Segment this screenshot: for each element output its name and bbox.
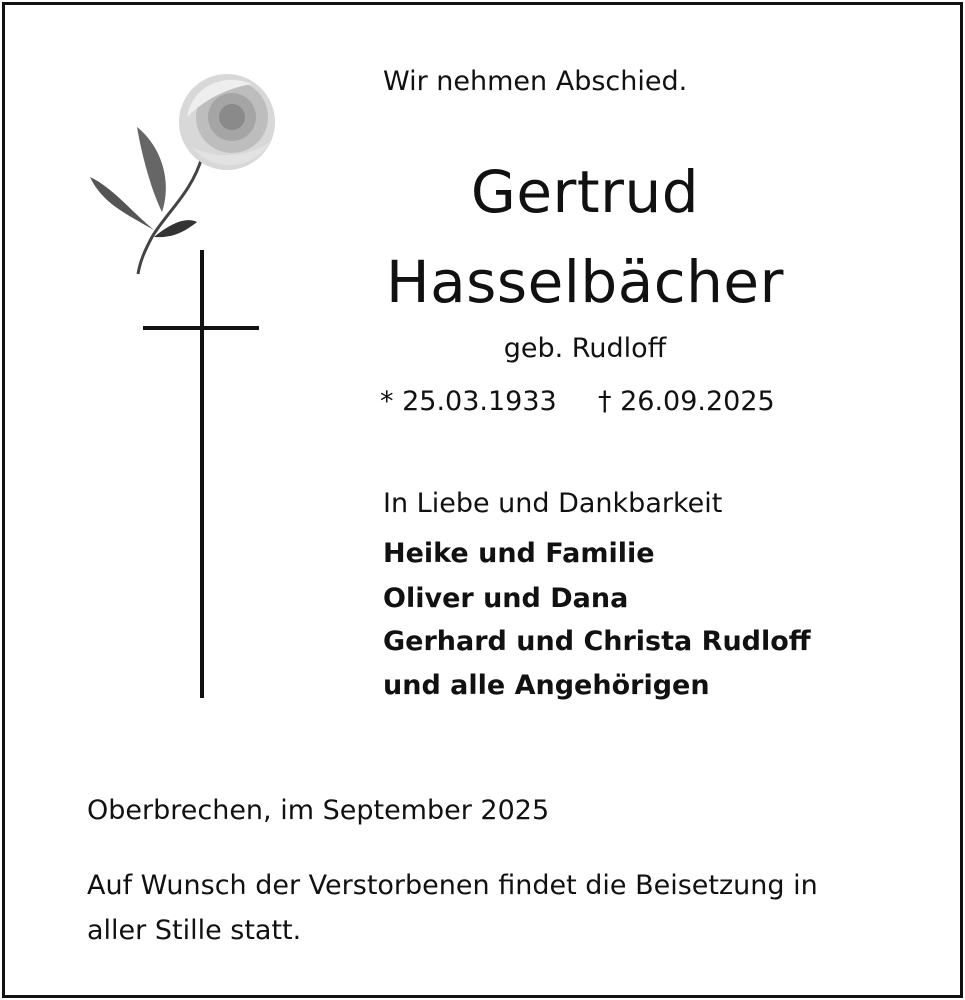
mourner: und alle Angehörigen xyxy=(383,670,710,701)
deceased-first-name: Gertrud xyxy=(470,158,700,226)
funeral-note-line1: Auf Wunsch der Verstorbenen findet die Beisetzung in xyxy=(87,870,818,901)
death-date: † 26.09.2025 xyxy=(598,386,775,417)
mourner: Oliver und Dana xyxy=(383,583,629,614)
mourner: Gerhard und Christa Rudloff xyxy=(383,626,811,657)
deceased-last-name: Hasselbächer xyxy=(386,248,784,316)
dedication: In Liebe und Dankbarkeit xyxy=(383,488,723,519)
funeral-note-line2: aller Stille statt. xyxy=(87,915,302,946)
cross-horizontal xyxy=(143,326,259,330)
birth-date: * 25.03.1933 xyxy=(380,386,557,417)
cross-vertical xyxy=(200,250,204,698)
intro-text: Wir nehmen Abschied. xyxy=(383,66,688,97)
rose-icon xyxy=(82,62,282,277)
maiden-name: geb. Rudloff xyxy=(503,333,667,364)
mourner: Heike und Familie xyxy=(383,538,655,569)
place-date: Oberbrechen, im September 2025 xyxy=(87,795,550,826)
